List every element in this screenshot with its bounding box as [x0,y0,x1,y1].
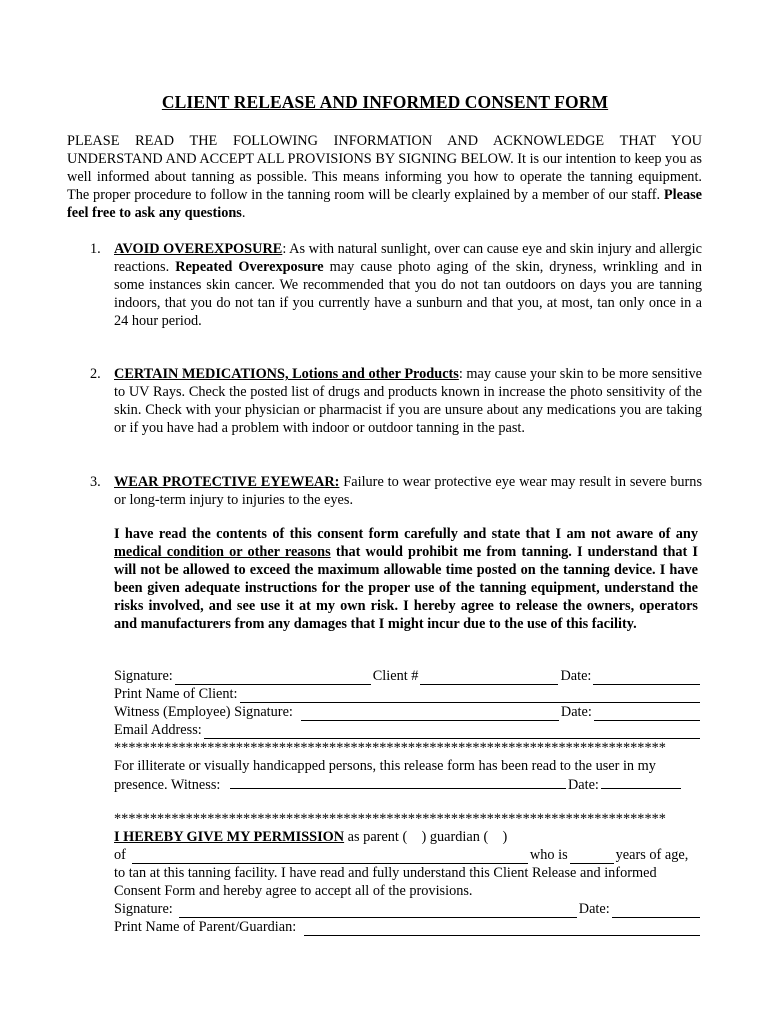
guardian-date-line[interactable] [612,904,700,918]
acknowledgement-paragraph [114,525,698,633]
witness-date-label: Date: [560,704,592,720]
signature-row [114,667,702,685]
separator-stars: ***************************************************************************** [114,740,666,756]
witness-signature-line[interactable] [301,707,559,721]
provision-item-1 [90,240,702,330]
guardian-heading-row [114,828,702,846]
item-text: : may cause your skin to be more sensitive to UV Rays. Check the posted list of drugs and products known in increase the photo sensitivity of the skin. Check with your physician or pharmacist if you are unsure about any medications you are taking or if you have had a problem with indoor or outdoor tanning in the past. [114,366,702,436]
guardian-print-name-row [114,918,702,936]
intro-text: PLEASE READ THE FOLLOWING INFORMATION AND ACKNOWLEDGE THAT YOU UNDERSTAND AND ACCEPT ALL PROVISIONS BY SIGNING BELOW. It is our intention to keep you as well informed about tanning as possible. This means informing you how to operate the tanning equipment. The proper procedure to follow in the tanning room will be clearly explained by a member of our staff. [67,133,702,203]
date-label: Date: [560,668,592,684]
witness-signature-label: Witness (Employee) Signature: [114,704,293,720]
minor-name-line[interactable] [132,850,528,864]
ack-text-a: I have read the contents of this consent form carefully and state that I am not aware of any [114,526,698,542]
ack-text-b: that would prohibit me from tanning. I understand that I will not be allowed to exceed the maximum allowable time posted on the tanning device. I have been given adequate instructions for the proper use of the tanning equipment, understand the risks involved, and see use it at my own risk. I hereby agree to release the owners, operators and manufacturers from any damages that I might incur due to the use of this facility. [114,544,698,632]
print-name-row [114,685,702,703]
guardian-parent-guardian: as parent ( ) guardian ( ) [344,829,508,845]
provision-item-3 [90,473,702,509]
item-text: : As with natural sunlight, over can cause eye and skin injury and allergic reactions. [114,241,702,275]
guardian-signature-row [114,900,702,918]
print-name-line[interactable] [240,689,701,703]
item-number: 3. [90,474,101,490]
item-text-b: may cause photo aging of the skin, dryness, wrinkling and in some instances skin cancer. We recommended that you do not tan outdoors on days you are tanning indoors, that you do not tan if you currently have a sunburn and that you, at most, tan only once in a 24 hour period. [114,259,702,329]
age-line[interactable] [570,850,614,864]
guardian-heading: I HEREBY GIVE MY PERMISSION [114,829,345,845]
email-row [114,721,702,739]
illiterate-date-label: Date: [567,777,599,793]
client-number-line[interactable] [420,671,558,685]
illiterate-witness-block [114,757,702,794]
guardian-date-label: Date: [578,901,610,917]
signature-label: Signature: [114,668,173,684]
guardian-print-name-label: Print Name of Parent/Guardian: [114,919,297,935]
illiterate-text-wrap [114,757,702,794]
intro-paragraph [67,132,702,222]
guardian-statement: to tan at this tanning facility. I have read and fully understand this Client Release and informed Consent Form and hereby agree to accept all of the provisions. [114,865,657,899]
guardian-of-row [114,846,702,864]
item-number: 1. [90,241,101,257]
years-of-age-label: years of age, [615,847,689,863]
illiterate-witness-line[interactable] [230,775,566,789]
item-heading: CERTAIN MEDICATIONS, Lotions and other Products [114,366,459,382]
separator-stars: ***************************************************************************** [114,811,666,827]
item-heading: AVOID OVEREXPOSURE [114,241,283,257]
provision-item-2 [90,365,702,437]
intro-bold: Please feel free to ask any questions [67,187,702,221]
client-number-label: Client # [372,668,419,684]
guardian-signature-label: Signature: [114,901,173,917]
ack-underlined: medical condition or other reasons [114,544,331,560]
item-heading: WEAR PROTECTIVE EYEWEAR: [114,474,340,490]
form-title: CLIENT RELEASE AND INFORMED CONSENT FORM [161,92,609,112]
client-signature-block [114,667,702,757]
item-text: Failure to wear protective eye wear may result in severe burns or long-term injury to injuries to the eyes. [114,474,703,508]
who-is-label: who is [529,847,568,863]
intro-end: . [241,205,246,221]
witness-row [114,703,702,721]
illiterate-text: For illiterate or visually handicapped persons, this release form has been read to the user in my presence. Witness: [114,758,656,793]
guardian-of-label: of [114,847,126,863]
signature-line[interactable] [175,671,371,685]
illiterate-date-line[interactable] [601,775,681,789]
email-line[interactable] [204,725,700,739]
guardian-signature-line[interactable] [179,904,577,918]
email-label: Email Address: [114,722,202,738]
item-number: 2. [90,366,101,382]
date-line[interactable] [593,671,700,685]
print-name-label: Print Name of Client: [114,686,238,702]
witness-date-line[interactable] [594,707,700,721]
guardian-block [114,810,702,936]
item-bold: Repeated Overexposure [175,259,324,275]
guardian-print-name-line[interactable] [304,922,700,936]
